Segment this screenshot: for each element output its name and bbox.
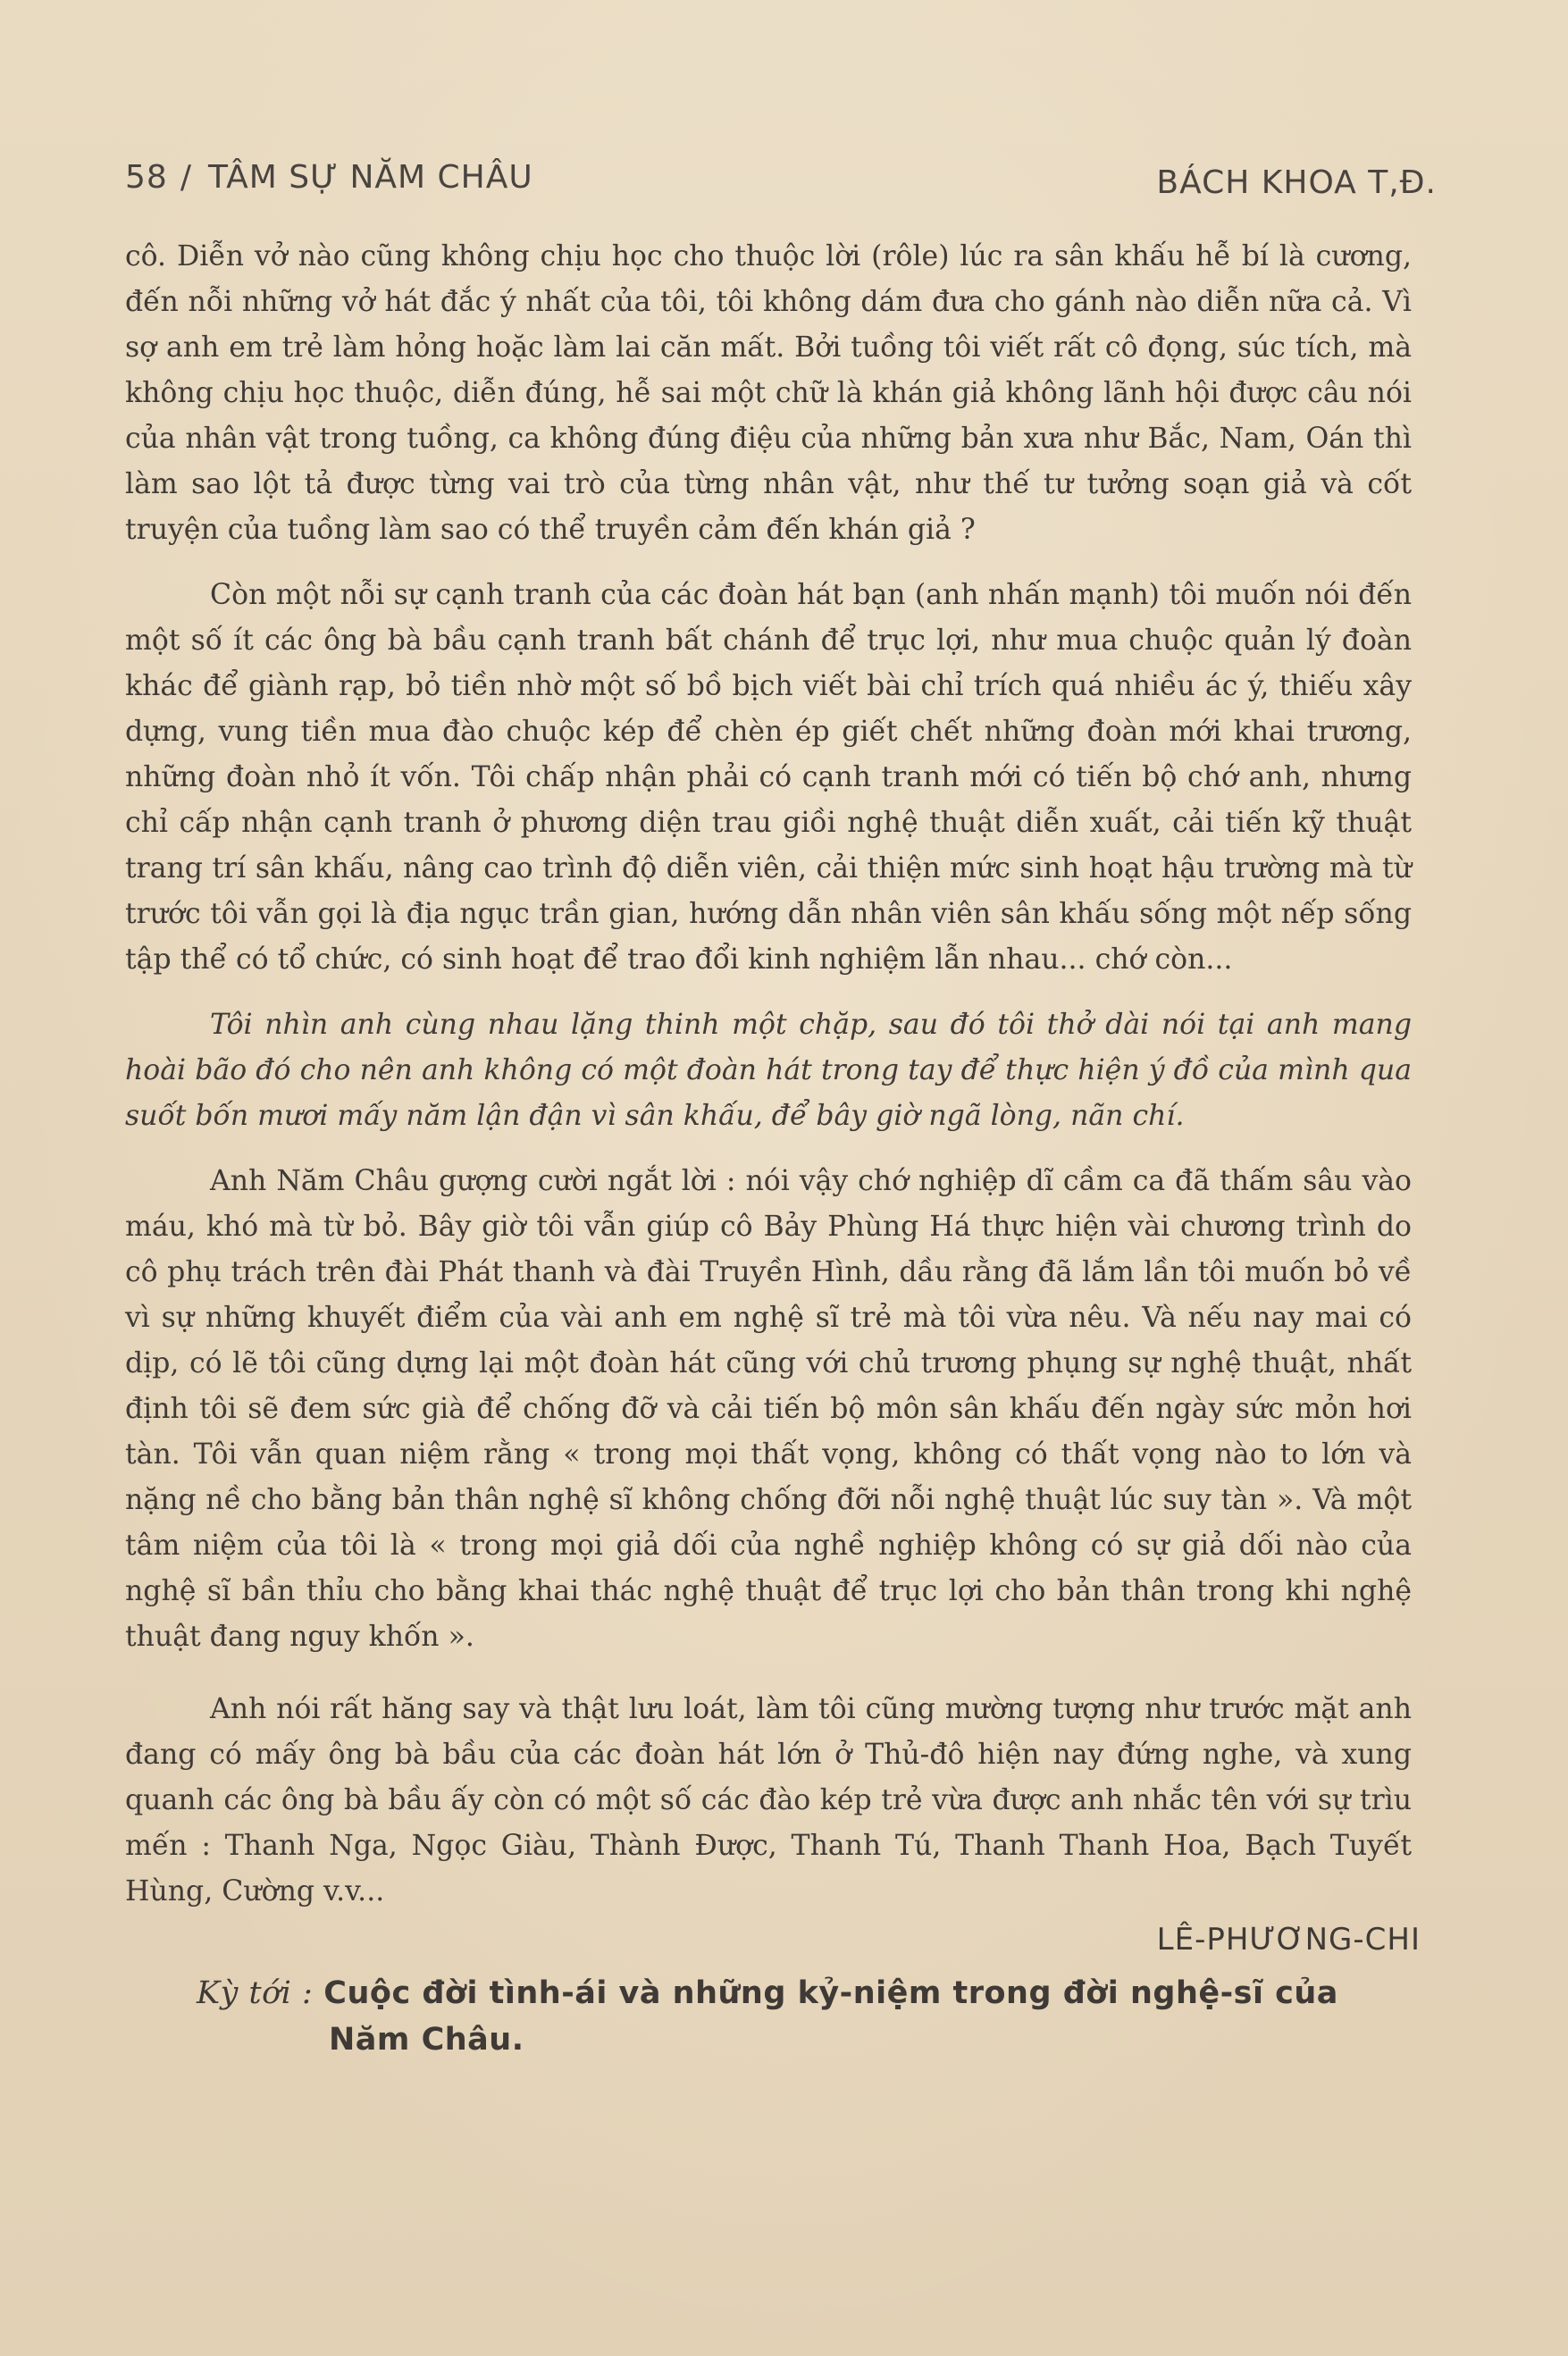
next-issue-title-line1: Cuộc đời tình-ái và những kỷ-niệm trong đời nghệ-sĩ của [323,1975,1338,2011]
next-issue-label: Kỳ tới : [197,1975,314,2011]
header-separator: / [180,159,192,196]
author-signature: LÊ-PHƯƠNG-CHI [1156,1922,1421,1958]
paragraph-3-italic: Tôi nhìn anh cùng nhau lặng thinh một chặp, sau đó tôi thở dài nói tại anh mang hoài bão đó cho nên anh không có một đoàn hát trong tay để thực hiện ý đồ của mình qua suốt bốn mươi mấy năm lận đận vì sân khấu, để bây giờ ngã lòng, nãn chí. [125,1009,1412,1132]
page-header [125,152,1437,214]
header-left [125,159,533,196]
page-number: 58 [125,159,168,196]
section-title: TÂM SỰ NĂM CHÂU [207,159,533,196]
paragraph-1: cô. Diễn vở nào cũng không chịu học cho thuộc lời (rôle) lúc ra sân khấu hễ bí là cương, đến nỗi những vở hát đắc ý nhất của tôi, tôi không dám đưa cho gánh nào diễn nữa cả. Vì sợ anh em trẻ làm hỏng hoặc làm lai căn mất. Bởi tuồng tôi viết rất cô đọng, súc tích, mà không chịu học thuộc, diễn đúng, hễ sai một chữ là khán giả không lãnh hội được câu nói của nhân vật trong tuồng, ca không đúng điệu của những bản xưa như Bắc, Nam, Oán thì làm sao lột tả được từng vai trò của từng nhân vật, như thế tư tưởng soạn giả và cốt truyện của tuồng làm sao có thể truyền cảm đến khán giả ? [125,240,1412,546]
article-body [125,234,1412,1915]
next-issue-title-line2: Năm Châu. [329,2022,524,2058]
magazine-page [125,152,1437,2296]
publication-name: BÁCH KHOA T,Đ. [1156,164,1437,201]
paragraph-2: Còn một nỗi sự cạnh tranh của các đoàn hát bạn (anh nhấn mạnh) tôi muốn nói đến một số ít các ông bà bầu cạnh tranh bất chánh để trục lợi, như mua chuộc quản lý đoàn khác để giành rạp, bỏ tiền nhờ một số bồ bịch viết bài chỉ trích quá nhiều ác ý, thiếu xây dựng, vung tiền mua đào chuộc kép để chèn ép giết chết những đoàn mới khai trương, những đoàn nhỏ ít vốn. Tôi chấp nhận phải có cạnh tranh mới có tiến bộ chớ anh, nhưng chỉ cấp nhận cạnh tranh ở phương diện trau giồi nghệ thuật diễn xuất, cải tiến kỹ thuật trang trí sân khấu, nâng cao trình độ diễn viên, cải thiện mức sinh hoạt hậu trường mà từ trước tôi vẫn gọi là địa ngục trần gian, hướng dẫn nhân viên sân khấu sống một nếp sống tập thể có tổ chức, có sinh hoạt để trao đổi kinh nghiệm lẫn nhau... chớ còn... [125,579,1412,976]
paragraph-5: Anh nói rất hăng say và thật lưu loát, làm tôi cũng mường tượng như trước mặt anh đang có mấy ông bà bầu của các đoàn hát lớn ở Thủ-đô hiện nay đứng nghe, và xung quanh các ông bà bầu ấy còn có một số các đào kép trẻ vừa được anh nhắc tên với sự trìu mến : Thanh Nga, Ngọc Giàu, Thành Được, Thanh Tú, Thanh Thanh Hoa, Bạch Tuyết Hùng, Cường v.v... [125,1693,1412,1907]
next-issue-note [197,1970,1412,2063]
paragraph-4: Anh Năm Châu gượng cười ngắt lời : nói vậy chớ nghiệp dĩ cầm ca đã thấm sâu vào máu, khó mà từ bỏ. Bây giờ tôi vẫn giúp cô Bảy Phùng Há thực hiện vài chương trình do cô phụ trách trên đài Phát thanh và đài Truyền Hình, dầu rằng đã lắm lần tôi muốn bỏ về vì sự những khuyết điểm của vài anh em nghệ sĩ trẻ mà tôi vừa nêu. Và nếu nay mai có dịp, có lẽ tôi cũng dựng lại một đoàn hát cũng với chủ trương phụng sự nghệ thuật, nhất định tôi sẽ đem sức già để chống đỡ và cải tiến bộ môn sân khấu đến ngày sức mỏn hơi tàn. Tôi vẫn quan niệm rằng « trong mọi thất vọng, không có thất vọng nào to lớn và nặng nề cho bằng bản thân nghệ sĩ không chống đỡi nỗi nghệ thuật lúc suy tàn ». Và một tâm niệm của tôi là « trong mọi giả dối của nghề nghiệp không có sự giả dối nào của nghệ sĩ bần thỉu cho bằng khai thác nghệ thuật để trục lợi cho bản thân trong khi nghệ thuật đang nguy khốn ». [125,1165,1412,1653]
